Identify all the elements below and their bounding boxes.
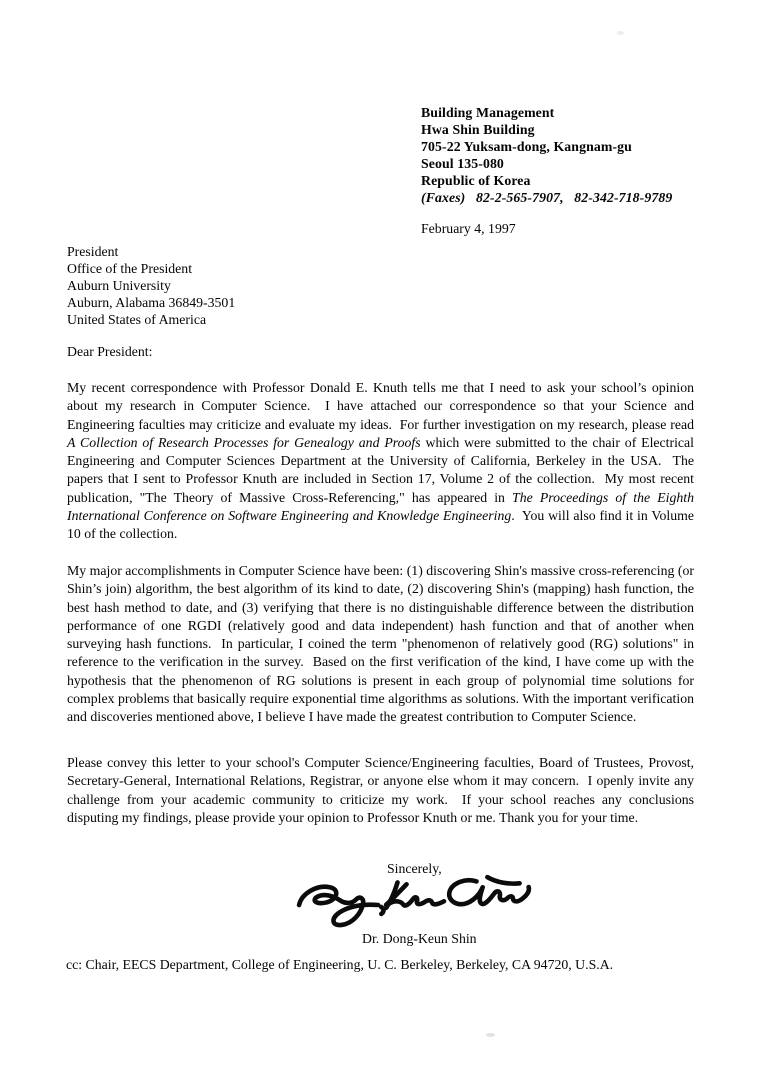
body-text: My major accomplishments in Computer Science have been: (1) discovering Shin's massive cross-referencing (or Shin’s join) algorithm, the best algorithm of its kind to date, (2) discovering Shin's (mapping) hash function, the best hash method to date, and (3) verifying that there is no distinguishable difference between the distribution performance of one RGDI (relatively good and data independent) hash function and that of another when surveying hash functions. In particular, I coined the term "phenomenon of relatively good (RG) solutions" in reference to the verification in the survey. Based on the first verification of the kind, I have come up with the hypothesis that the phenomenon of RG solutions is present in each group of polynomial time solutions for complex problems that basically require exponential time algorithms as solutions. With the important verification and discoveries mentioned above, I believe I have made the greatest contribution to Computer Science. [67,563,694,725]
sender-line-2: Hwa Shin Building [421,122,535,137]
recipient-line-4: Auburn, Alabama 36849-3501 [67,295,236,310]
italic-title-text: The Proceedings of the Eighth International Conference on Software Engineering and Knowledge Engineering [67,489,694,524]
recipient-line-2: Office of the President [67,261,193,276]
signature-stroke-keun [386,881,445,908]
body-text: . You will also find it in Volume 10 of the collection. [67,508,694,542]
body-text: Please convey this letter to your school's Computer Science/Engineering faculties, Board of Trustees, Provost, Secretary-General, International Relations, Registrar, or anyone else whom it may concern. I openly invite any challenge from your academic community to criticize my work. If your school reaches any conclusions disputing my findings, please provide your opinion to Professor Knuth or me. Thank you for your time. [67,755,694,825]
sender-line-4: Seoul 135-080 [421,156,504,171]
body-text: My recent correspondence with Professor Donald E. Knuth tells me that I need to ask your school’s opinion about my research in Computer Science. I have attached our correspondence so that your Science and Engineering faculties may criticize and evaluate my ideas. For further investigation on my research, please read [67,380,694,432]
scan-artifact-top [617,31,624,35]
recipient-line-5: United States of America [67,312,207,327]
signature-svg [293,871,538,931]
scan-artifact-bottom [486,1033,495,1037]
signer-name: Dr. Dong-Keun Shin [362,931,477,946]
body-paragraph-1 [67,379,694,544]
body-paragraph-3 [67,754,694,827]
signature-stroke-dong [299,885,379,926]
sender-line-5: Republic of Korea [421,173,531,188]
signature-stroke-shin [449,876,530,905]
sender-line-3: 705-22 Yuksam-dong, Kangnam-gu [421,139,632,154]
date-line: February 4, 1997 [421,221,516,236]
body-paragraph-2 [67,562,694,727]
signature-stroke-comma [381,907,383,914]
body-text: which were submitted to the chair of Electrical Engineering and Computer Sciences Department at the University of California, Berkeley in the USA. The papers that I sent to Professor Knuth are included in Section 17, Volume 2 of the collection. My most recent publication, "The Theory of Massive Cross-Referencing," has appeared in [67,434,695,505]
cc-line: cc: Chair, EECS Department, College of Engineering, U. C. Berkeley, Berkeley, CA 94720, U.S.A. [66,957,614,972]
sender-address-block [421,104,672,206]
italic-title-text: A Collection of Research Processes for Genealogy and Proofs [67,434,421,450]
sender-fax-line: (Faxes) 82-2-565-7907, 82-342-718-9789 [421,190,673,205]
sender-line-1: Building Management [421,105,555,120]
recipient-address-block [67,243,235,328]
recipient-line-3: Auburn University [67,278,171,293]
recipient-line-1: President [67,244,119,259]
closing-sincerely: Sincerely, [387,861,442,876]
salutation: Dear President: [67,344,153,359]
signature-image [294,874,538,928]
